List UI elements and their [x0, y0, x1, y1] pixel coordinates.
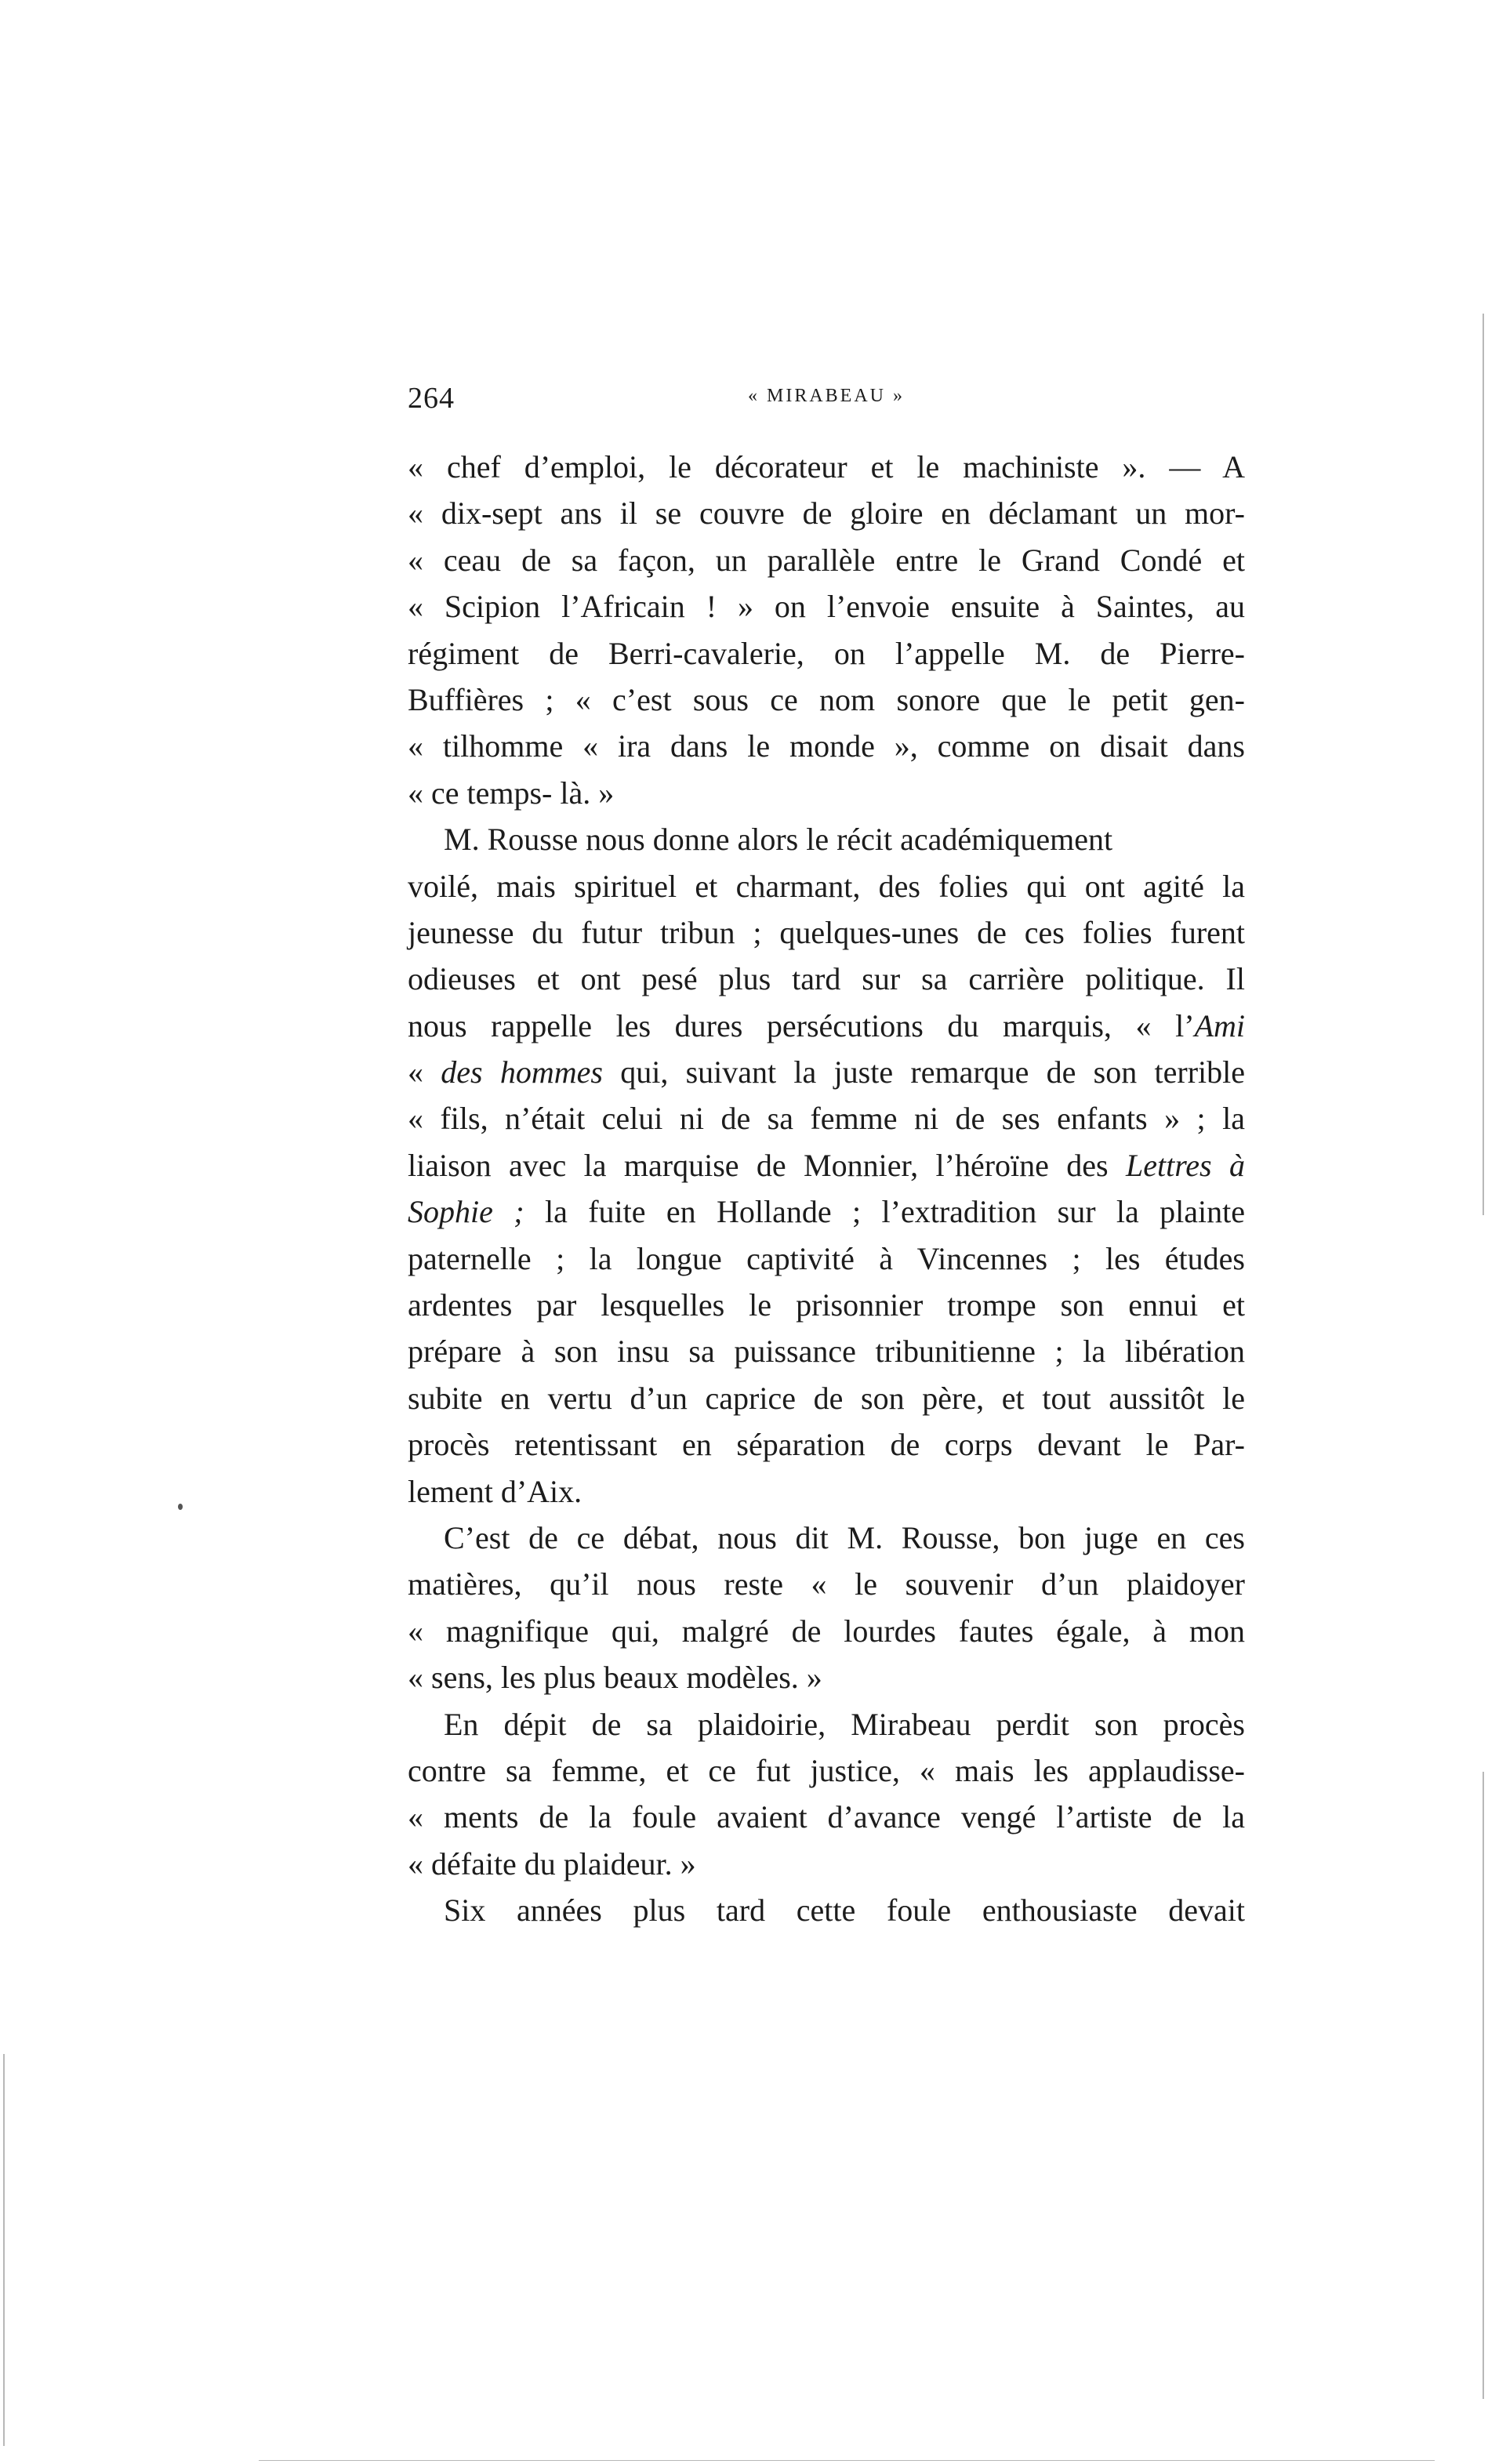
text-line [408, 583, 1245, 630]
line-text: M. Rousse nous donne alors le récit académiquement [444, 822, 1113, 858]
line-text: matières, qu’il nous reste « le souvenir d’un plaidoyer [408, 1566, 1245, 1602]
line-text: subite en vertu d’un caprice de son père, et tout aussitôt le [408, 1380, 1245, 1416]
text-line [408, 444, 1245, 490]
scan-edge-line-lower [1483, 1772, 1484, 2399]
text-line [408, 1654, 1245, 1700]
text-line [408, 1747, 1245, 1794]
text-line [408, 909, 1245, 956]
text-line [408, 1003, 1245, 1049]
text-line [408, 1468, 1245, 1515]
text-line [408, 1701, 1245, 1747]
line-text: « [408, 1054, 441, 1090]
line-text: « défaite du plaideur. » [408, 1845, 696, 1882]
line-text: Buffières ; « c’est sous ce nom sonore que le petit gen- [408, 681, 1245, 717]
line-text: C’est de ce débat, nous dit M. Rousse, bon juge en ces [444, 1519, 1245, 1555]
scan-speck [178, 1504, 183, 1510]
text-line [408, 537, 1245, 583]
text-line [408, 1841, 1245, 1887]
text-line [408, 816, 1245, 862]
scan-bottom-line [259, 2460, 1435, 2461]
line-text: lement d’Aix. [408, 1473, 582, 1509]
line-text-after: la fuite en Hollande ; l’extradition sur la plainte [524, 1194, 1245, 1230]
line-italic-text: Sophie ; [408, 1194, 524, 1230]
line-text: « tilhomme « ira dans le monde », comme on disait dans [408, 728, 1245, 764]
line-text: « fils, n’était celui ni de sa femme ni de ses enfants » ; la [408, 1101, 1245, 1137]
line-text: « ments de la foule avaient d’avance vengé l’artiste de la [408, 1799, 1245, 1835]
text-line [408, 1049, 1245, 1095]
line-text: « sens, les plus beaux modèles. » [408, 1660, 822, 1696]
page-header [408, 381, 1245, 420]
line-italic-text: Lettres à [1125, 1147, 1245, 1183]
text-line [408, 1188, 1245, 1235]
line-text: voilé, mais spirituel et charmant, des folies qui ont agité la [408, 868, 1245, 904]
text-line [408, 1421, 1245, 1468]
text-line [408, 1561, 1245, 1607]
line-text-after: qui, suivant la juste remarque de son terrible [602, 1054, 1246, 1090]
line-italic-text: Ami [1194, 1007, 1245, 1043]
line-text: odieuses et ont pesé plus tard sur sa carrière politique. Il [408, 961, 1245, 997]
text-line [408, 630, 1245, 677]
text-line [408, 1095, 1245, 1141]
body-text [408, 444, 1245, 1934]
text-line [408, 1236, 1245, 1282]
line-text: nous rappelle les dures persécutions du marquis, « l’ [408, 1007, 1195, 1043]
line-text: jeunesse du futur tribun ; quelques-unes de ces folies furent [408, 914, 1245, 950]
text-line [408, 677, 1245, 723]
text-line [408, 1282, 1245, 1328]
line-text: régiment de Berri-cavalerie, on l’appelle M. de Pierre- [408, 635, 1245, 671]
line-text: « ce temps- là. » [408, 775, 615, 811]
text-line [408, 1375, 1245, 1421]
text-line [408, 1515, 1245, 1561]
line-text: prépare à son insu sa puissance tribunitienne ; la libération [408, 1334, 1245, 1370]
text-line [408, 723, 1245, 769]
line-text: Six années plus tard cette foule enthousiaste devait [444, 1892, 1245, 1929]
page-number: 264 [408, 382, 455, 415]
line-text: « ceau de sa façon, un parallèle entre le Grand Condé et [408, 542, 1245, 578]
line-text: « chef d’emploi, le décorateur et le machiniste ». — A [408, 449, 1245, 484]
line-text: procès retentissant en séparation de corps devant le Par- [408, 1427, 1245, 1463]
scan-left-line [3, 2054, 5, 2446]
line-text: liaison avec la marquise de Monnier, l’héroïne des [408, 1147, 1126, 1183]
scan-edge-line [1483, 314, 1484, 1215]
line-text: « dix-sept ans il se couvre de gloire en déclamant un mor- [408, 495, 1245, 532]
line-text: paternelle ; la longue captivité à Vincennes ; les études [408, 1240, 1245, 1276]
line-italic-text: des hommes [441, 1054, 603, 1090]
text-line [408, 1887, 1245, 1933]
line-text: En dépit de sa plaidoirie, Mirabeau perdit son procès [444, 1706, 1245, 1742]
text-line [408, 490, 1245, 536]
text-line [408, 1794, 1245, 1840]
line-text: contre sa femme, et ce fut justice, « mais les applaudisse- [408, 1752, 1245, 1788]
text-line [408, 1142, 1245, 1188]
running-title: « MIRABEAU » [747, 386, 905, 406]
line-text: ardentes par lesquelles le prisonnier trompe son ennui et [408, 1287, 1245, 1323]
line-text: « magnifique qui, malgré de lourdes fautes égale, à mon [408, 1613, 1245, 1649]
text-line [408, 1328, 1245, 1374]
text-line [408, 863, 1245, 909]
text-line [408, 1608, 1245, 1654]
line-text: « Scipion l’Africain ! » on l’envoie ensuite à Saintes, au [408, 589, 1245, 625]
text-line [408, 770, 1245, 816]
text-line [408, 956, 1245, 1002]
